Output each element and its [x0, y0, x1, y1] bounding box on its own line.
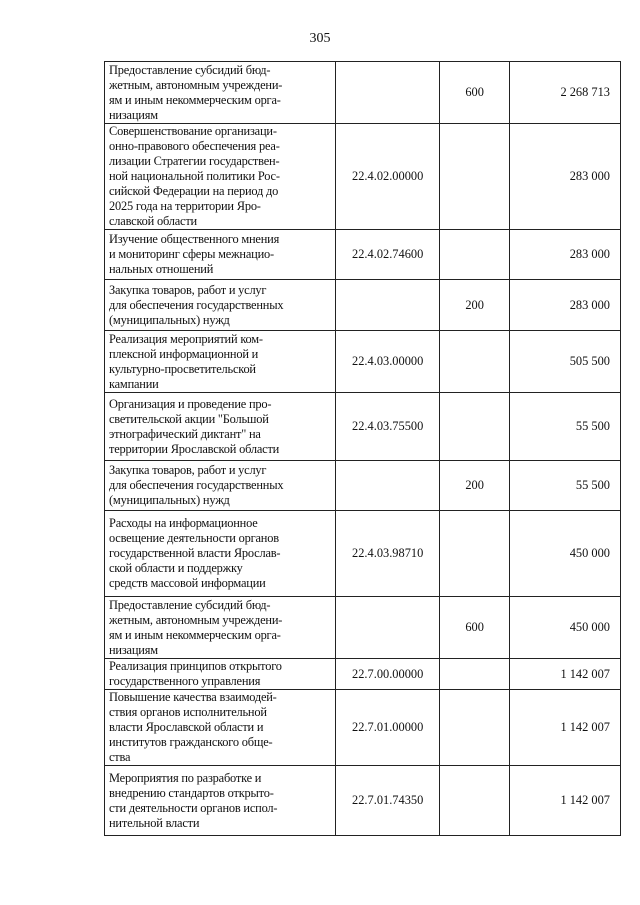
row-name-line: нительной власти — [109, 815, 200, 830]
table-row — [105, 124, 621, 230]
table-row — [105, 597, 621, 659]
row-name-line: государственной власти Ярослав- — [109, 546, 281, 560]
row-name-line: жетным, автономным учреждени- — [109, 612, 283, 627]
table-row — [105, 511, 621, 597]
row-name-cell — [105, 124, 336, 230]
row-code-cell — [336, 280, 440, 331]
row-code-cell: 22.7.01.00000 — [336, 690, 440, 766]
row-type-cell: 200 — [440, 280, 510, 331]
page-number: 305 — [309, 31, 331, 46]
row-code-cell — [336, 597, 440, 659]
row-name-line: нальных отношений — [109, 262, 214, 276]
row-amount-cell: 55 500 — [510, 461, 621, 511]
row-amount-cell: 283 000 — [510, 280, 621, 331]
row-type-cell — [440, 124, 510, 230]
table-row — [105, 230, 621, 280]
row-name-line: плексной информационной и — [109, 346, 259, 361]
row-name-cell — [105, 393, 336, 461]
row-name-line: ям и иным некоммерческим орга- — [109, 92, 281, 107]
row-name-line: государственного управления — [109, 674, 261, 688]
row-name-line: низациям — [109, 642, 158, 657]
row-type-cell: 600 — [440, 597, 510, 659]
row-name-line: ствия органов исполнительной — [109, 705, 267, 719]
table-row — [105, 461, 621, 511]
row-code-cell: 22.7.00.00000 — [336, 659, 440, 690]
row-name-line: для обеспечения государственных — [109, 478, 284, 492]
row-code-cell — [336, 62, 440, 124]
row-name-line: Расходы на информационное — [109, 516, 258, 530]
row-name-line: Закупка товаров, работ и услуг — [109, 282, 267, 297]
row-name-cell — [105, 62, 336, 124]
row-name-line: Предоставление субсидий бюд- — [109, 597, 271, 612]
table-row — [105, 766, 621, 836]
row-name-cell — [105, 461, 336, 511]
row-name-line: средств массовой информации — [109, 576, 266, 590]
row-code-cell: 22.4.03.00000 — [336, 331, 440, 393]
row-name-line: ям и иным некоммерческим орга- — [109, 627, 281, 642]
row-name-line: ства — [109, 750, 131, 764]
row-name-line: освещение деятельности органов — [109, 531, 279, 545]
row-name-line: низациям — [109, 107, 158, 122]
row-name-cell — [105, 690, 336, 766]
row-name-cell — [105, 280, 336, 331]
table-row — [105, 62, 621, 124]
row-amount-cell: 283 000 — [510, 124, 621, 230]
row-code-cell: 22.4.02.74600 — [336, 230, 440, 280]
table-row — [105, 331, 621, 393]
row-name-line: светительской акции "Большой — [109, 411, 269, 426]
row-name-line: Повышение качества взаимодей- — [109, 690, 277, 704]
row-name-cell — [105, 659, 336, 690]
row-name-line: Реализация мероприятий ком- — [109, 331, 263, 346]
row-name-cell — [105, 511, 336, 597]
row-code-cell: 22.7.01.74350 — [336, 766, 440, 836]
row-name-line: институтов гражданского обще- — [109, 735, 273, 749]
row-name-line: и мониторинг сферы межнацио- — [109, 247, 274, 261]
row-name-line: сти деятельности органов испол- — [109, 800, 278, 815]
row-name-line: Закупка товаров, работ и услуг — [109, 463, 267, 477]
table-row — [105, 280, 621, 331]
row-amount-cell: 505 500 — [510, 331, 621, 393]
row-name-line: культурно-просветительской — [109, 361, 256, 376]
row-type-cell: 200 — [440, 461, 510, 511]
row-name-line: Предоставление субсидий бюд- — [109, 62, 271, 77]
row-amount-cell: 1 142 007 — [510, 766, 621, 836]
budget-table-body — [105, 62, 621, 836]
row-amount-cell: 1 142 007 — [510, 659, 621, 690]
row-name-line: внедрению стандартов открыто- — [109, 785, 274, 800]
row-type-cell — [440, 331, 510, 393]
row-name-line: лизации Стратегии государствен- — [109, 154, 280, 168]
row-type-cell: 600 — [440, 62, 510, 124]
row-name-line: славской области — [109, 214, 197, 228]
table-row — [105, 659, 621, 690]
row-name-line: (муниципальных) нужд — [109, 493, 230, 507]
row-name-line: 2025 года на территории Яро- — [109, 199, 261, 213]
row-type-cell — [440, 230, 510, 280]
row-type-cell — [440, 393, 510, 461]
row-amount-cell: 55 500 — [510, 393, 621, 461]
row-name-line: онно-правового обеспечения реа- — [109, 139, 280, 153]
table-row — [105, 393, 621, 461]
row-name-line: этнографический диктант" на — [109, 426, 261, 441]
row-code-cell — [336, 461, 440, 511]
table-row — [105, 690, 621, 766]
row-name-cell — [105, 597, 336, 659]
row-name-line: власти Ярославской области и — [109, 720, 264, 734]
row-name-line: Реализация принципов открытого — [109, 659, 282, 673]
row-name-line: кампании — [109, 376, 159, 391]
row-code-cell: 22.4.03.98710 — [336, 511, 440, 597]
row-amount-cell: 1 142 007 — [510, 690, 621, 766]
row-name-line: Изучение общественного мнения — [109, 232, 280, 246]
row-amount-cell: 2 268 713 — [510, 62, 621, 124]
row-amount-cell: 450 000 — [510, 597, 621, 659]
row-name-cell — [105, 230, 336, 280]
row-amount-cell: 450 000 — [510, 511, 621, 597]
row-type-cell — [440, 659, 510, 690]
row-name-line: для обеспечения государственных — [109, 297, 284, 312]
row-name-cell — [105, 766, 336, 836]
row-type-cell — [440, 690, 510, 766]
row-type-cell — [440, 511, 510, 597]
row-name-line: Мероприятия по разработке и — [109, 770, 262, 785]
row-name-line: Совершенствование организаци- — [109, 124, 277, 138]
row-name-line: (муниципальных) нужд — [109, 312, 230, 327]
row-name-line: территории Ярославской области — [109, 441, 280, 456]
row-code-cell: 22.4.03.75500 — [336, 393, 440, 461]
row-name-line: ской области и поддержку — [109, 561, 243, 575]
row-amount-cell: 283 000 — [510, 230, 621, 280]
row-name-line: сийской Федерации на период до — [109, 184, 279, 198]
row-name-line: жетным, автономным учреждени- — [109, 77, 283, 92]
budget-table — [104, 61, 621, 836]
row-name-line: Организация и проведение про- — [109, 396, 272, 411]
row-name-line: ной национальной политики Рос- — [109, 169, 280, 183]
row-name-cell — [105, 331, 336, 393]
row-code-cell: 22.4.02.00000 — [336, 124, 440, 230]
row-type-cell — [440, 766, 510, 836]
